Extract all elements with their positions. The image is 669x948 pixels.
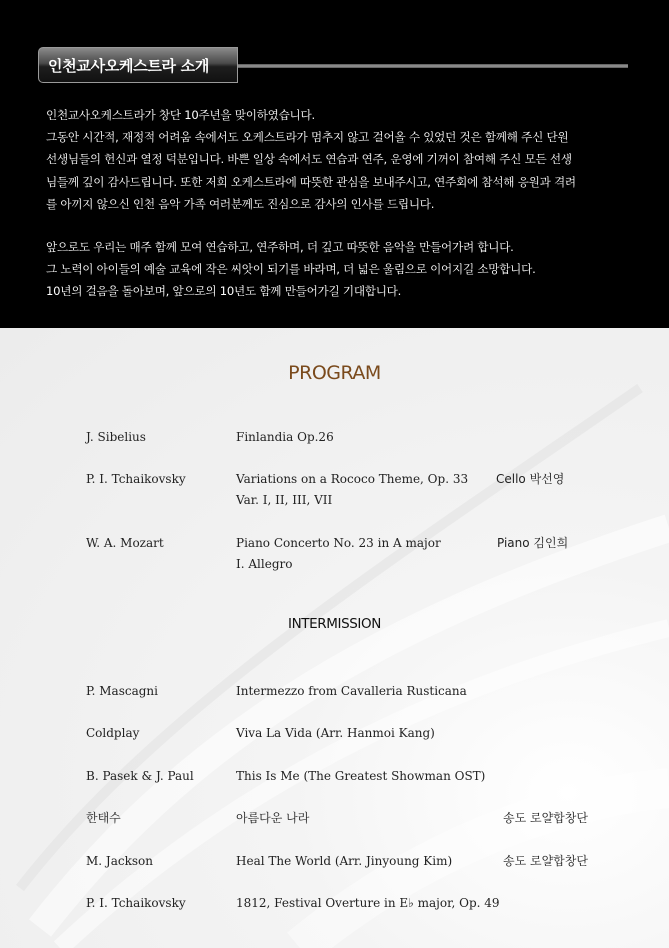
composer-name: P. I. Tchaikovsky [86, 896, 186, 910]
work-title: Viva La Vida (Arr. Hanmoi Kang) [236, 726, 435, 740]
composer-name: M. Jackson [86, 854, 153, 868]
program-section [0, 328, 669, 948]
composer-name: B. Pasek & J. Paul [86, 769, 194, 783]
performer-name: Cello 박선영 [496, 472, 565, 486]
intro-line: 앞으로도 우리는 매주 함께 모여 연습하고, 연주하며, 더 깊고 따뜻한 음악을 만들어가려 합니다. [46, 240, 514, 254]
program-heading: PROGRAM [288, 362, 381, 384]
intro-line: 선생님들의 헌신과 열정 덕분입니다. 바쁜 일상 속에서도 연습과 연주, 운영에 기꺼이 참여해 주신 모든 선생 [46, 152, 572, 167]
work-movement: Var. I, II, III, VII [236, 492, 333, 507]
work-title: Intermezzo from Cavalleria Rusticana [236, 684, 467, 698]
work-title: Piano Concerto No. 23 in A major [236, 536, 441, 550]
intro-line: 그 노력이 아이들의 예술 교육에 작은 씨앗이 되기를 바라며, 더 넓은 울림으로 이어지길 소망합니다. [46, 262, 536, 277]
section-title-tab [38, 47, 238, 83]
intro-paragraph-1 [46, 104, 636, 215]
work-movement: I. Allegro [236, 556, 293, 571]
work-title: 1812, Festival Overture in E♭ major, Op. 49 [236, 896, 500, 910]
performer-name: Piano 김인희 [497, 536, 569, 550]
composer-name: W. A. Mozart [86, 536, 164, 550]
intermission-label: INTERMISSION [288, 616, 381, 632]
work-title: This Is Me (The Greatest Showman OST) [236, 769, 486, 783]
composer-name: P. I. Tchaikovsky [86, 472, 186, 486]
intro-line: 10년의 걸음을 돌아보며, 앞으로의 10년도 함께 만들어가길 기대합니다. [46, 284, 402, 299]
performer-name: 송도 로얄합창단 [503, 854, 588, 868]
composer-name: J. Sibelius [86, 430, 146, 444]
composer-name: P. Mascagni [86, 684, 158, 698]
intro-line: 그동안 시간적, 재정적 어려움 속에서도 오케스트라가 멈추지 않고 걸어올 수 있었던 것은 함께해 주신 단원 [46, 130, 569, 145]
intro-paragraph-2 [46, 236, 636, 303]
work-title: 아름다운 나라 [236, 811, 310, 825]
performer-name: 송도 로얄합창단 [503, 811, 588, 825]
intro-line: 인천교사오케스트라가 창단 10주년을 맞이하였습니다. [46, 108, 315, 122]
intro-line: 님들께 깊이 감사드립니다. 또한 저희 오케스트라에 따뜻한 관심을 보내주시고, 연주회에 참석해 응원과 격려 [46, 174, 576, 189]
work-title: Variations on a Rococo Theme, Op. 33 [236, 472, 469, 486]
composer-name: Coldplay [86, 726, 140, 740]
intro-section [0, 0, 669, 328]
title-divider [238, 64, 628, 68]
work-title: Finlandia Op.26 [236, 430, 334, 444]
composer-name: 한태수 [86, 811, 121, 825]
work-title: Heal The World (Arr. Jinyoung Kim) [236, 854, 453, 868]
intro-line: 를 아끼지 않으신 인천 음악 가족 여러분께도 진심으로 감사의 인사를 드립니다. [46, 196, 435, 211]
section-title: 인천교사오케스트라 소개 [48, 57, 210, 75]
